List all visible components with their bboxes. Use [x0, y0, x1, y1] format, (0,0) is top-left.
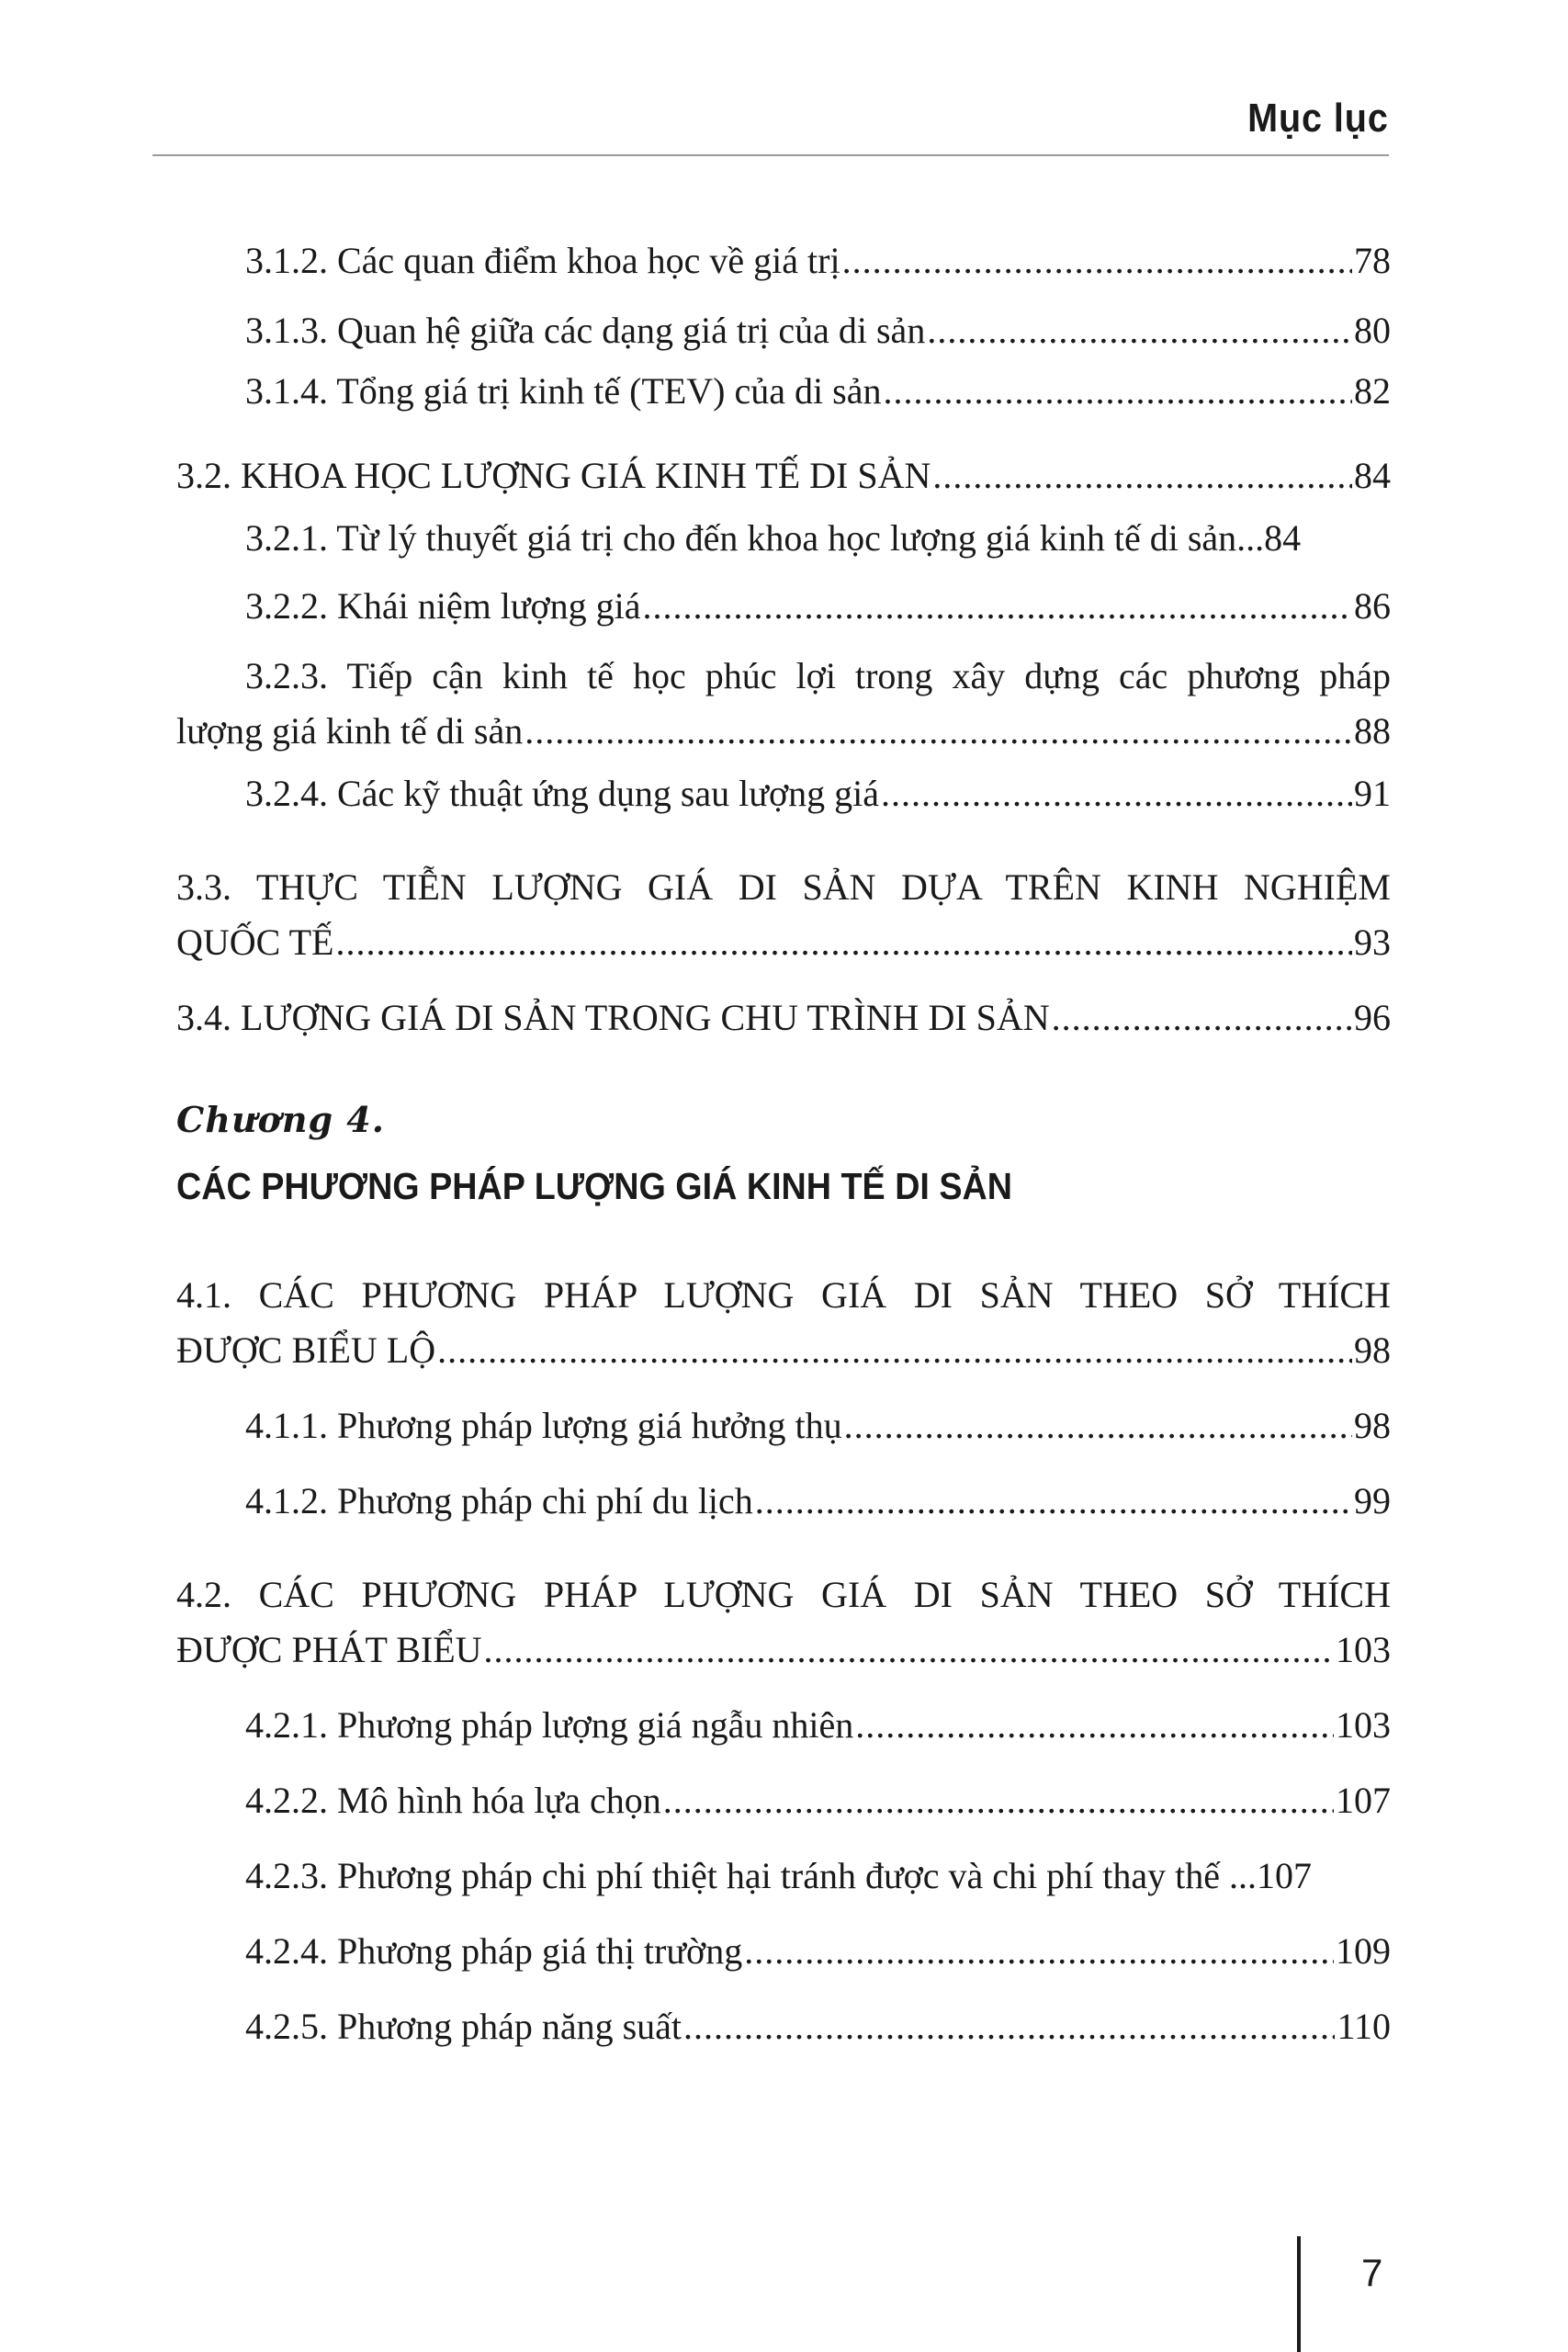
- page-number: 99: [1354, 1480, 1391, 1521]
- page-number: 91: [1354, 773, 1391, 814]
- footer-divider: [1297, 2236, 1301, 2352]
- page-number: 84: [1264, 517, 1302, 559]
- page-number: 98: [1354, 1405, 1391, 1446]
- toc-entry-3-2[interactable]: 3.2. KHOA HỌC LƯỢNG GIÁ KINH TẾ DI SẢN ..... 84: [176, 448, 1391, 503]
- dot-leader: [883, 364, 1352, 419]
- page-number: 80: [1354, 310, 1391, 351]
- toc-entry-4-2-3[interactable]: 4.2.3. Phương pháp chi phí thiệt hại tránh được và chi phí thay thế ... 107: [176, 1849, 1391, 1904]
- page-number: 82: [1354, 370, 1391, 412]
- page-number: 107: [1336, 1780, 1391, 1821]
- page-number: 86: [1354, 585, 1391, 627]
- dot-leader: [744, 1924, 1334, 1979]
- toc-entry-4-2-2[interactable]: 4.2.2. Mô hình hóa lựa chọn ..... 107: [176, 1773, 1391, 1828]
- running-header-title: Mục lục: [1247, 96, 1389, 141]
- toc-entry-3-2-3[interactable]: 3.2.3. Tiếp cận kinh tế học phúc lợi trong xây dựng các phương pháp lượng giá kinh tế di sản ..... 88: [176, 649, 1391, 759]
- toc-entry-3-1-3[interactable]: 3.1.3. Quan hệ giữa các dạng giá trị của di sản ..... 80: [176, 303, 1391, 358]
- toc-entry-4-2-5[interactable]: 4.2.5. Phương pháp năng suất ..... 110: [176, 1999, 1391, 2054]
- page-number: 93: [1354, 922, 1391, 963]
- toc-entry-4-1-1[interactable]: 4.1.1. Phương pháp lượng giá hưởng thụ ..... 98: [176, 1398, 1391, 1453]
- chapter-title[interactable]: CÁC PHƯƠNG PHÁP LƯỢNG GIÁ KINH TẾ DI SẢN: [176, 1165, 1013, 1207]
- dot-leader: [755, 1474, 1352, 1529]
- dot-leader: [335, 915, 1352, 970]
- toc-entry-3-3[interactable]: 3.3. THỰC TIỄN LƯỢNG GIÁ DI SẢN DỰA TRÊN KINH NGHIỆM QUỐC TẾ ..... 93: [176, 860, 1391, 970]
- page-number: 103: [1336, 1704, 1391, 1746]
- page-number: 88: [1354, 710, 1391, 752]
- page-number: 109: [1336, 1930, 1391, 1972]
- dot-leader: [1052, 990, 1352, 1046]
- toc-entry-4-1[interactable]: 4.1. CÁC PHƯƠNG PHÁP LƯỢNG GIÁ DI SẢN THEO SỞ THÍCH ĐƯỢC BIỂU LỘ ..... 98: [176, 1268, 1391, 1378]
- dot-leader: [927, 303, 1352, 358]
- dot-leader: [484, 1623, 1334, 1678]
- dot-leader: [437, 1323, 1352, 1378]
- page-number: 98: [1354, 1329, 1391, 1371]
- toc-entry-3-1-4[interactable]: 3.1.4. Tổng giá trị kinh tế (TEV) của di sản ..... 82: [176, 364, 1391, 419]
- toc-entry-4-2-4[interactable]: 4.2.4. Phương pháp giá thị trường ..... 109: [176, 1924, 1391, 1979]
- toc-entry-4-1-2[interactable]: 4.1.2. Phương pháp chi phí du lịch ..... 99: [176, 1474, 1391, 1529]
- page-number: 84: [1354, 455, 1391, 496]
- page-folio: 7: [1361, 2251, 1383, 2294]
- dot-leader: [844, 1398, 1352, 1453]
- dot-leader: [881, 766, 1352, 821]
- dot-leader: [525, 704, 1352, 759]
- chapter-label: Chương 4.: [176, 1099, 385, 1140]
- dot-leader: [643, 579, 1352, 634]
- page-number: 103: [1336, 1629, 1391, 1670]
- toc-entry-4-2-1[interactable]: 4.2.1. Phương pháp lượng giá ngẫu nhiên ..... 103: [176, 1698, 1391, 1753]
- toc-entry-3-2-1[interactable]: 3.2.1. Từ lý thuyết giá trị cho đến khoa học lượng giá kinh tế di sản... 84: [176, 511, 1391, 566]
- header-divider: [152, 154, 1389, 156]
- toc-entry-4-2[interactable]: 4.2. CÁC PHƯƠNG PHÁP LƯỢNG GIÁ DI SẢN THEO SỞ THÍCH ĐƯỢC PHÁT BIỂU ..... 103: [176, 1567, 1391, 1678]
- toc-entry-3-1-2[interactable]: 3.1.2. Các quan điểm khoa học về giá trị ..... 78: [176, 233, 1391, 288]
- toc-entry-3-4[interactable]: 3.4. LƯỢNG GIÁ DI SẢN TRONG CHU TRÌNH DI SẢN ..... 96: [176, 990, 1391, 1046]
- dot-leader: [842, 233, 1352, 288]
- dot-leader: [683, 1999, 1335, 2054]
- toc-entry-3-2-2[interactable]: 3.2.2. Khái niệm lượng giá ..... 86: [176, 579, 1391, 634]
- page-number: 110: [1337, 2006, 1391, 2047]
- page-number: 96: [1354, 997, 1391, 1038]
- dot-leader: [855, 1698, 1334, 1753]
- dot-leader: [932, 448, 1352, 503]
- toc-entry-3-2-4[interactable]: 3.2.4. Các kỹ thuật ứng dụng sau lượng giá ..... 91: [176, 766, 1391, 821]
- dot-leader: [663, 1773, 1334, 1828]
- page-number: 107: [1257, 1855, 1313, 1896]
- page-number: 78: [1354, 240, 1391, 281]
